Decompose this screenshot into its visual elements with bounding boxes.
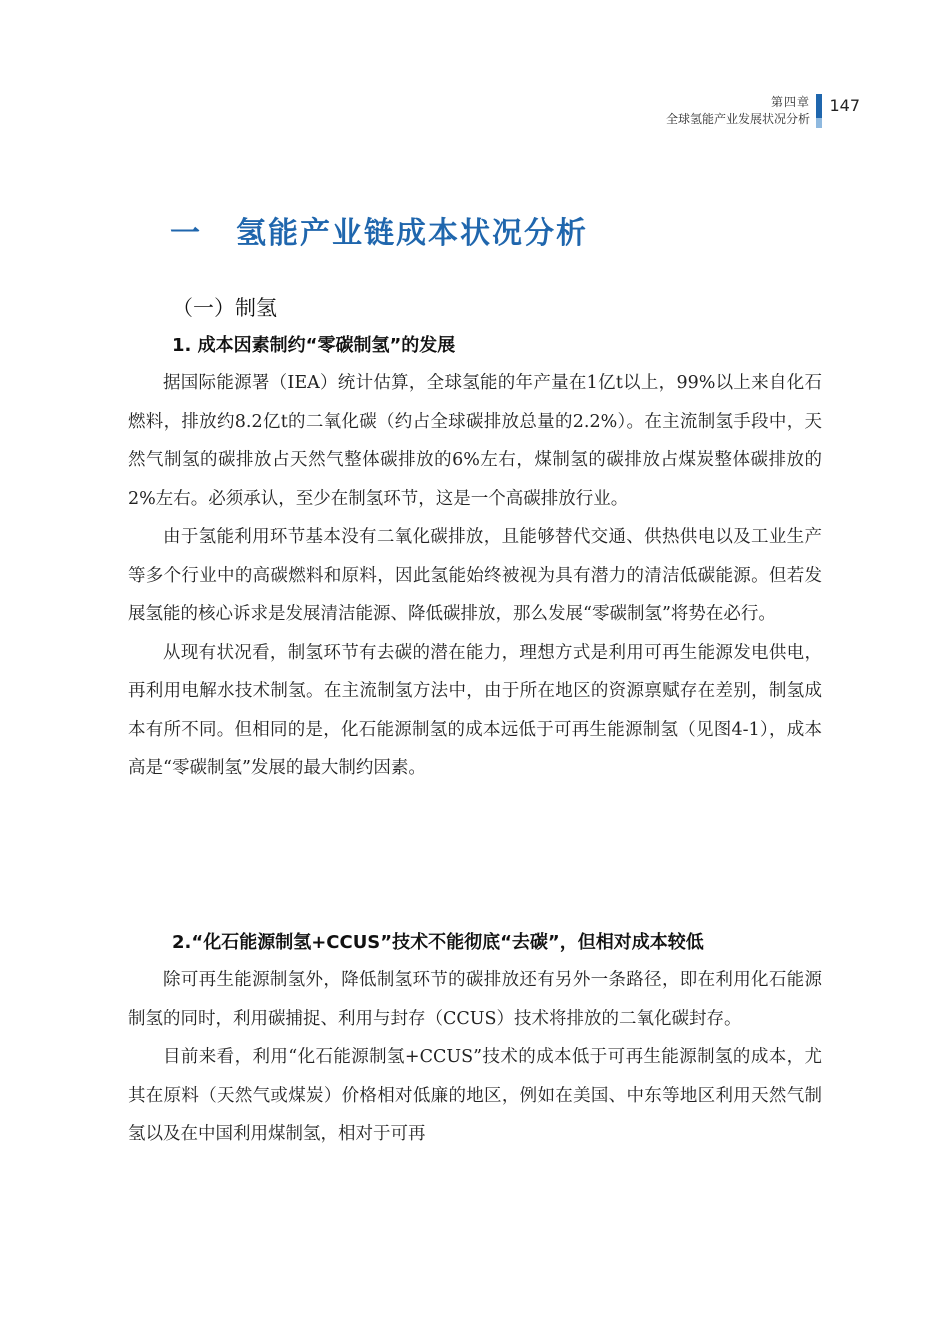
running-header bbox=[666, 94, 810, 128]
paragraph: 除可再生能源制氢外，降低制氢环节的碳排放还有另外一条路径，即在利用化石能源制氢的同时，利用碳捕捉、利用与封存（CCUS）技术将排放的二氧化碳封存。 bbox=[128, 970, 822, 1029]
chapter-title: 全球氢能产业发展状况分析 bbox=[665, 112, 810, 126]
section-title bbox=[170, 208, 588, 252]
subsection-title: （一）制氢 bbox=[172, 296, 277, 320]
block-heading: 2.“化石能源制氢+CCUS”技术不能彻底“去碳”，但相对成本较低 bbox=[172, 932, 704, 953]
page-header bbox=[460, 92, 860, 132]
paragraph: 据国际能源署（IEA）统计估算，全球氢能的年产量在1亿t以上，99%以上来自化石燃料，排放约8.2亿t的二氧化碳（约占全球碳排放总量的2.2%）。在主流制氢手段中，天然气制氢的碳排放占天然气整体碳排放的6%左右，煤制氢的碳排放占煤炭整体碳排放的2%左右。必须承认，至少在制氢环节，这是一个高碳排放行业。 bbox=[128, 373, 822, 509]
section-number: 一 bbox=[170, 216, 202, 251]
header-accent-bar-light bbox=[816, 118, 822, 128]
section-title-text: 氢能产业链成本状况分析 bbox=[236, 216, 588, 251]
block-1 bbox=[128, 328, 822, 788]
paragraph: 由于氢能利用环节基本没有二氧化碳排放，且能够替代交通、供热供电以及工业生产等多个行业中的高碳燃料和原料，因此氢能始终被视为具有潜力的清洁低碳能源。但若发展氢能的核心诉求是发展清洁能源、降低碳排放，那么发展“零碳制氢”将势在必行。 bbox=[128, 527, 822, 624]
chapter-label: 第四章 bbox=[770, 95, 810, 109]
paragraph: 从现有状况看，制氢环节有去碳的潜在能力，理想方式是利用可再生能源发电供电，再利用电解水技术制氢。在主流制氢方法中，由于所在地区的资源禀赋存在差别，制氢成本有所不同。但相同的是，化石能源制氢的成本远低于可再生能源制氢（见图4-1），成本高是“零碳制氢”发展的最大制约因素。 bbox=[128, 642, 822, 778]
paragraph: 目前来看，利用“化石能源制氢+CCUS”技术的成本低于可再生能源制氢的成本，尤其在原料（天然气或煤炭）价格相对低廉的地区，例如在美国、中东等地区利用天然气制氢以及在中国利用煤制氢，相对于可再 bbox=[128, 1047, 822, 1144]
block-2 bbox=[128, 925, 822, 1154]
page-number: 147 bbox=[829, 96, 860, 115]
block-heading: 1. 成本因素制约“零碳制氢”的发展 bbox=[172, 335, 456, 356]
